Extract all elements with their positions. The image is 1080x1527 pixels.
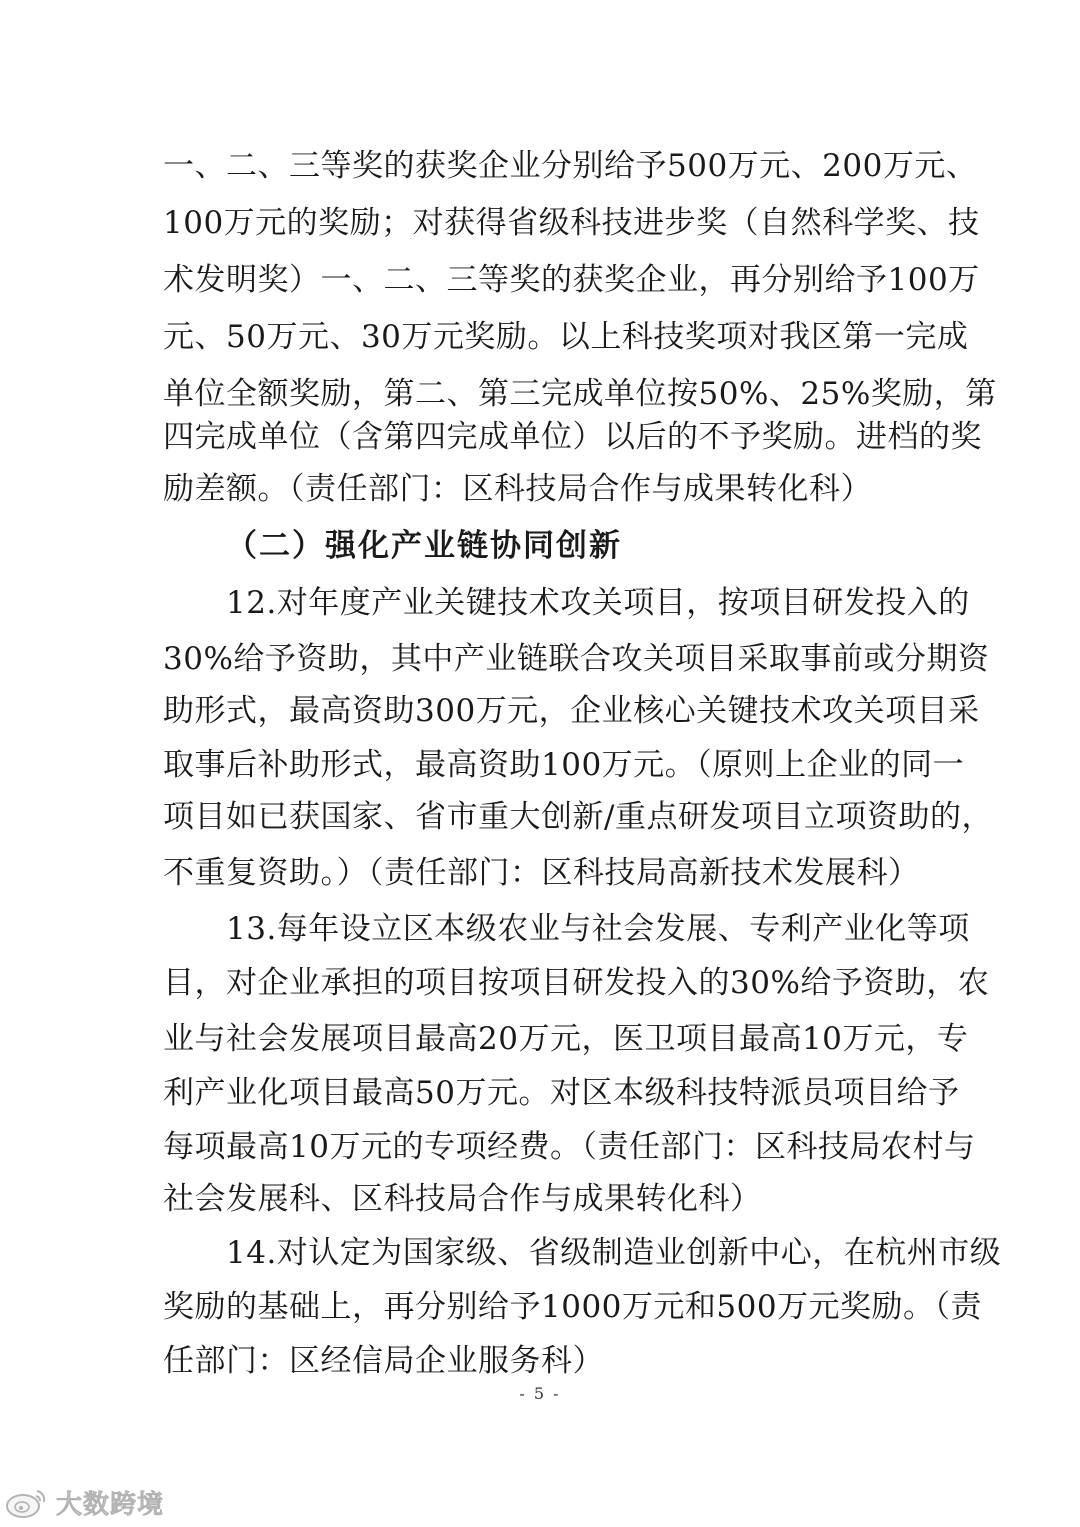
body-line: 项目如已获国家、省市重大创新/重点研发项目立项资助的， (163, 799, 993, 835)
body-line: 目，对企业承担的项目按项目研发投入的30%给予资助，农 (163, 965, 990, 1001)
section-heading: （二）强化产业链协同创新 (226, 528, 622, 564)
body-line: 一、二、三等奖的获奖企业分别给予500万元、200万元、 (163, 148, 978, 184)
body-line: 术发明奖）一、二、三等奖的获奖企业，再分别给予100万 (163, 262, 980, 298)
body-line: 四完成单位（含第四完成单位）以后的不予奖励。进档的奖 (163, 419, 982, 455)
body-line: 助形式，最高资助300万元，企业核心关键技术攻关项目采 (163, 693, 980, 729)
body-line: 元、50万元、30万元奖励。以上科技奖项对我区第一完成 (163, 319, 969, 355)
body-line: 30%给予资助，其中产业链联合攻关项目采取事前或分期资 (163, 641, 990, 677)
body-line: 每项最高10万元的专项经费。（责任部门：区科技局农村与 (163, 1129, 976, 1165)
body-line: 社会发展科、区科技局合作与成果转化科） (163, 1181, 762, 1217)
paragraph-12-first-line: 12.对年度产业关键技术攻关项目，按项目研发投入的 (226, 585, 970, 621)
paragraph-14-first-line: 14.对认定为国家级、省级制造业创新中心，在杭州市级 (226, 1235, 1002, 1271)
page-number: - 5 - (519, 1384, 561, 1403)
body-line: 奖励的基础上，再分别给予1000万元和500万元奖励。（责 (163, 1289, 983, 1325)
paragraph-13-first-line: 13.每年设立区本级农业与社会发展、专利产业化等项 (226, 911, 970, 947)
body-line: 业与社会发展项目最高20万元，医卫项目最高10万元，专 (163, 1021, 969, 1057)
body-line: 取事后补助形式，最高资助100万元。（原则上企业的同一 (163, 747, 965, 783)
body-line: 利产业化项目最高50万元。对区本级科技特派员项目给予 (163, 1075, 960, 1111)
body-line: 单位全额奖励，第二、第三完成单位按50%、25%奖励，第 (163, 376, 997, 412)
weibo-logo-icon (4, 1485, 50, 1519)
body-line: 不重复资助。）（责任部门：区科技局高新技术发展科） (163, 855, 920, 891)
body-line: 励差额。（责任部门：区科技局合作与成果转化科） (163, 471, 872, 507)
body-line: 100万元的奖励；对获得省级科技进步奖（自然科学奖、技 (163, 205, 980, 241)
watermark-text: 大数跨境 (56, 1489, 165, 1520)
watermark (4, 1480, 164, 1524)
body-line: 任部门：区经信局企业服务科） (163, 1343, 604, 1379)
